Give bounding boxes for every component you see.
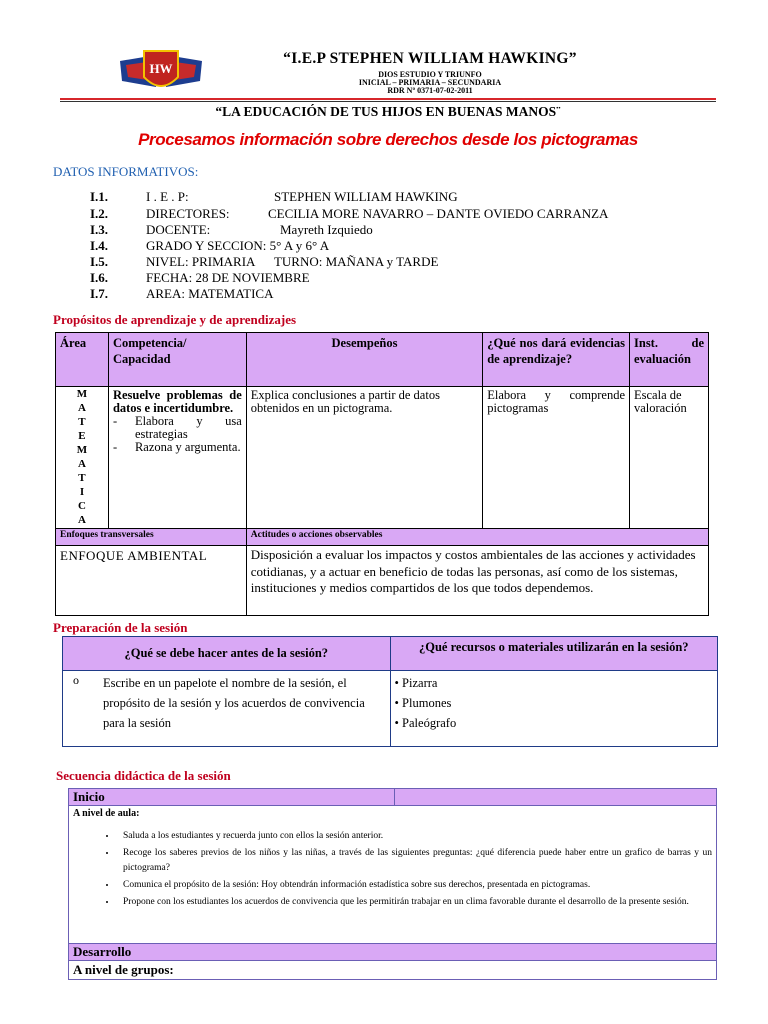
area-letter: A (77, 514, 86, 526)
svg-text:HW: HW (149, 61, 173, 76)
secuencia-table (68, 788, 717, 980)
bullet: o (73, 673, 79, 687)
area-letter: E (78, 430, 86, 442)
list-item: • Recoge los saberes previos de los niños y las niñas, a través de las siguientes preguntas: ¿qué diferencia puede haber entre un grafico de barras y un pictograma? (117, 846, 712, 876)
nivel-aula: A nivel de aula: (73, 808, 140, 819)
list-item (67, 673, 386, 733)
info-value: Mayreth Izquiedo (280, 222, 373, 237)
recursos-cell (390, 671, 717, 747)
info-label: NIVEL: PRIMARIA TURNO: MAÑANA y TARDE (146, 254, 439, 269)
area-letter: M (76, 444, 88, 456)
antes-text: Escribe en un papelote el nombre de la sesión, el propósito de la sesión y los acuerdos de convivencia para la sesión (103, 676, 365, 730)
list-item: • Saluda a los estudiantes y recuerda junto con ellos la sesión anterior. (117, 829, 712, 844)
info-num: I.3. (90, 222, 109, 237)
recurso-text: Paleógrafo (402, 716, 457, 730)
area-letter: A (77, 402, 86, 414)
table-row (63, 671, 718, 747)
antes-cell (63, 671, 391, 747)
table-row (56, 387, 709, 529)
info-label: AREA: MATEMATICA (146, 286, 274, 301)
school-logo (118, 47, 204, 97)
propositos-table (55, 332, 709, 616)
grupos-row (69, 961, 717, 980)
info-label: I . E . P: (146, 189, 189, 204)
table-header-row (56, 333, 709, 387)
enfoque-row (56, 546, 709, 616)
capacidad-item: - Razona y argumenta. (112, 440, 241, 454)
list-item: • Comunica el propósito de la sesión: Hoy obtendrán información estadística sobre sus derechos, presentada en pictogramas. (117, 878, 712, 893)
info-num: I.6. (90, 270, 109, 285)
info-num: I.4. (90, 238, 109, 253)
info-value: STEPHEN WILLIAM HAWKING (274, 189, 458, 204)
col-instrumento: Inst. de evaluación (630, 333, 709, 387)
info-label: GRADO Y SECCION: 5° A y 6° A (146, 238, 330, 253)
list-item: • Plumones (394, 696, 452, 710)
competencia-title: Resuelve problemas de datos e incertidumbre. (112, 388, 242, 415)
recursos-list (395, 673, 713, 733)
preparacion-table (62, 636, 718, 747)
info-num: I.2. (90, 206, 109, 221)
info-num: I.1. (90, 189, 109, 204)
area-letter: C (77, 500, 86, 512)
info-num: I.7. (90, 286, 109, 301)
inicio-content (69, 806, 717, 944)
info-value: CECILIA MORE NAVARRO – DANTE OVIEDO CARRANZA (268, 206, 609, 221)
desarrollo-row (69, 944, 717, 961)
preparacion-heading: Preparación de la sesión (53, 620, 188, 635)
datos-heading: DATOS INFORMATIVOS: (53, 164, 199, 179)
capacidad-text: Razona y argumenta. (134, 440, 241, 454)
list-item: • Propone con los estudiantes los acuerdos de convivencia que les permitirán trabajar en un clima favorable durante el desarrollo de la presente sesión. (117, 895, 712, 910)
info-label: DOCENTE: (146, 222, 211, 237)
actitudes-label: Actitudes o acciones observables (246, 529, 708, 546)
nivel-grupos: A nivel de grupos: (69, 961, 717, 980)
enfoques-label: Enfoques transversales (56, 529, 247, 546)
school-slogan: DIOS ESTUDIO Y TRIUNFO (378, 70, 482, 79)
capacidad-text: Elabora y usa estrategias (134, 414, 242, 441)
inicio-label: Inicio (69, 789, 395, 806)
col-evidencias: ¿Qué nos dará evidencias de aprendizaje? (483, 333, 630, 387)
info-num: I.5. (90, 254, 109, 269)
enfoques-header-row (56, 529, 709, 546)
col-antes: ¿Qué se debe hacer antes de la sesión? (63, 637, 391, 671)
col-recursos: ¿Qué recursos o materiales utilizarán en la sesión? (390, 637, 717, 671)
propositos-heading: Propósitos de aprendizaje y de aprendizajes (53, 312, 297, 327)
area-vertical (56, 387, 109, 529)
col-desempenos: Desempeños (246, 333, 482, 387)
area-letter: T (78, 472, 86, 484)
school-levels: INICIAL – PRIMARIA – SECUNDARIA (358, 78, 502, 87)
area-letter: T (78, 416, 86, 428)
info-label: DIRECTORES: (146, 206, 230, 221)
page-title: Procesamos información sobre derechos desde los pictogramas (138, 130, 638, 149)
school-motto: “LA EDUCACIÓN DE TUS HIJOS EN BUENAS MANOS¨ (215, 104, 561, 119)
inicio-empty (394, 789, 716, 806)
evidencia-cell: Elabora y comprende pictogramas (483, 387, 630, 529)
list-item: • Paleógrafo (394, 716, 457, 730)
inicio-row (69, 789, 717, 806)
enfoque-cell: ENFOQUE AMBIENTAL (56, 546, 247, 616)
desempeno-cell: Explica conclusiones a partir de datos obtenidos en un pictograma. (246, 387, 482, 529)
capacidad-item: - Elabora y usa estrategias (112, 414, 242, 441)
secuencia-heading: Secuencia didáctica de la sesión (56, 768, 231, 783)
table-header-row (63, 637, 718, 671)
school-rdr: RDR Nº 0371-07-02-2011 (387, 86, 473, 95)
col-area: Área (56, 333, 109, 387)
competencia-cell (108, 387, 246, 529)
list-item: • Pizarra (394, 676, 438, 690)
info-label: FECHA: 28 DE NOVIEMBRE (146, 270, 310, 285)
instrumento-cell: Escala de valoración (630, 387, 709, 529)
recurso-text: Plumones (402, 696, 452, 710)
inicio-list (73, 829, 712, 910)
header-divider (60, 98, 716, 100)
actitud-cell: Disposición a evaluar los impactos y costos ambientales de las acciones y actividades cotidianas, y a actuar en beneficio de todas las personas, así como de los sistemas, instituciones y medios compartidos de los que todos dependemos. (246, 546, 708, 616)
school-name: “I.E.P STEPHEN WILLIAM HAWKING” (283, 50, 577, 67)
desarrollo-label: Desarrollo (69, 944, 717, 961)
header-divider-thin (60, 101, 716, 102)
area-letter: A (77, 458, 86, 470)
col-competencia: Competencia/ Capacidad (108, 333, 246, 387)
area-letter: M (76, 388, 88, 400)
inicio-content-row (69, 806, 717, 944)
recurso-text: Pizarra (402, 676, 438, 690)
area-letter: I (79, 486, 85, 498)
